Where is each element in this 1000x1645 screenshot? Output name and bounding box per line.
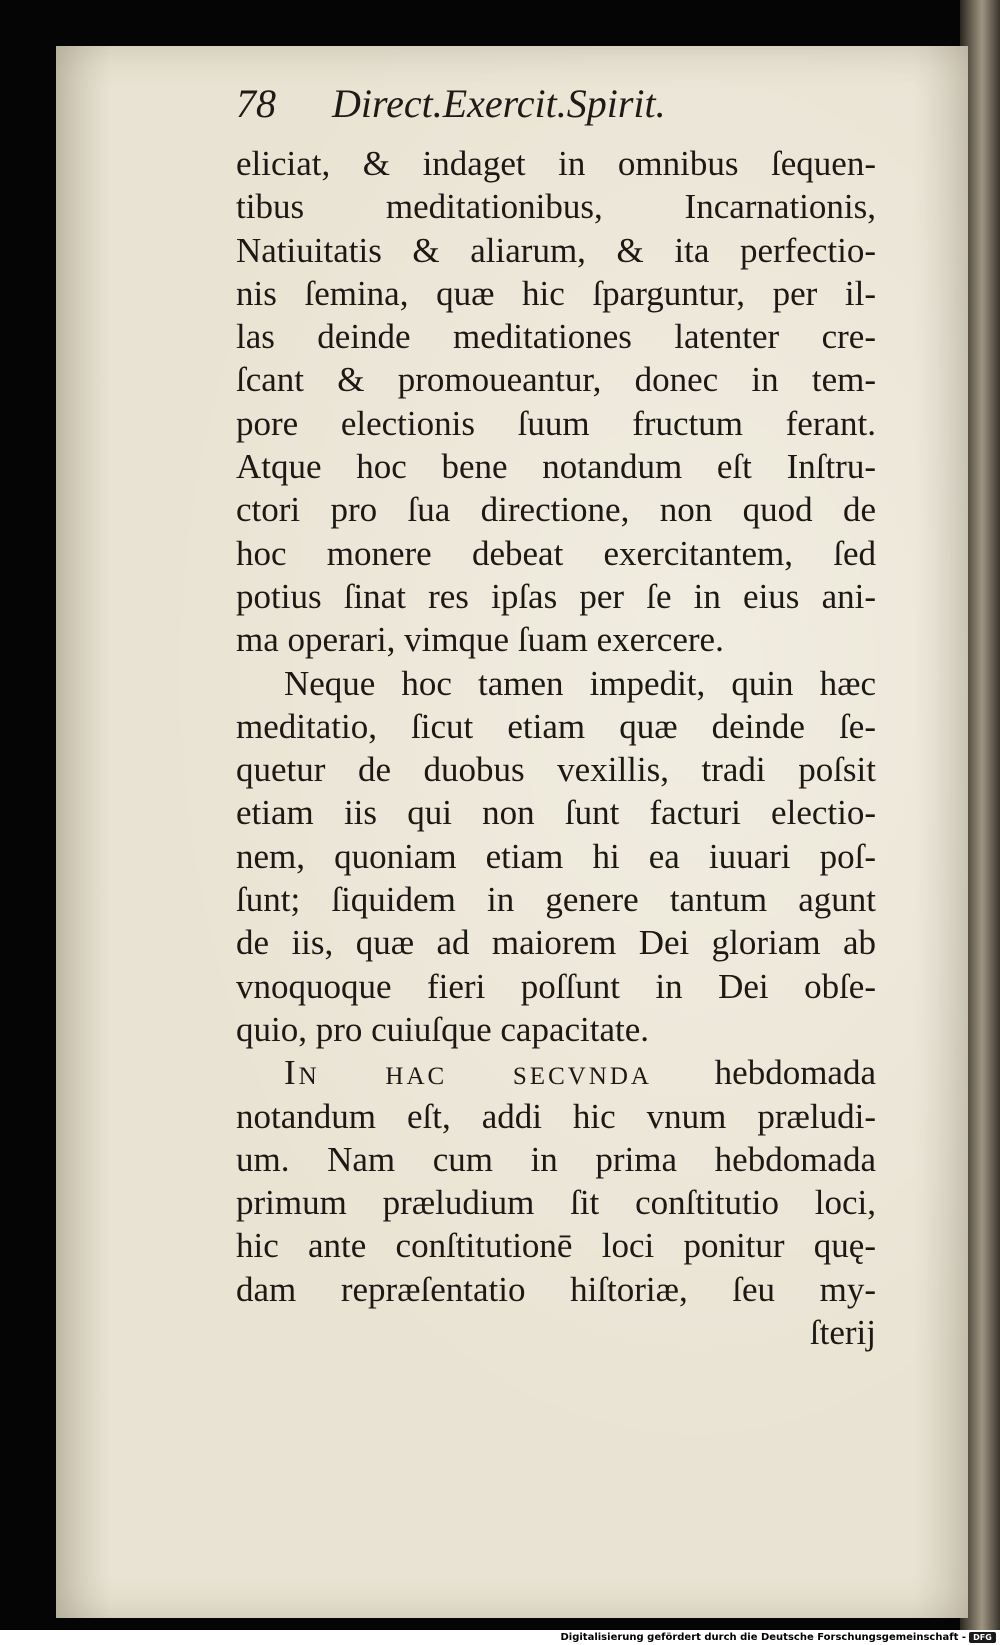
text-line: Atque hoc bene notandum eſt Inſtru-	[236, 447, 876, 487]
text-line: hoc monere debeat exercitantem, ſed	[236, 533, 876, 573]
text-line: nis ſemina, quæ hic ſparguntur, per il-	[236, 273, 876, 313]
dfg-logo: DFG	[969, 1632, 996, 1643]
text-line: eliciat, & indaget in omnibus ſequen-	[236, 144, 876, 183]
text-line: pore electionis ſuum fructum ferant.	[236, 403, 876, 443]
text-line: potius ſinat res ipſas per ſe in eius ani-	[236, 576, 876, 616]
text-fragment: hebdomada	[714, 1053, 876, 1093]
running-title: Direct.Exercit.Spirit.	[332, 81, 666, 126]
text-line: Natiuitatis & aliarum, & ita perfectio-	[236, 230, 876, 270]
text-line: um. Nam cum in prima hebdomada	[236, 1139, 876, 1179]
text-line: dam repræſentatio hiſtoriæ, ſeu my-	[236, 1269, 876, 1309]
text-line: las deinde meditationes latenter cre-	[236, 317, 876, 357]
text-line: vnoquoque fieri poſſunt in Dei obſe-	[236, 966, 876, 1006]
text-line: de iis, quæ ad maiorem Dei gloriam ab	[236, 923, 876, 963]
catchword: ſterij	[809, 1313, 876, 1353]
body-text	[236, 142, 876, 1354]
text-line: quetur de duobus vexillis, tradi poſsit	[236, 750, 876, 790]
text-line: ma operari, vimque ſuam exercere.	[236, 620, 724, 660]
page-number: 78	[236, 81, 276, 126]
text-line: Neque hoc tamen impedit, quin hæc	[284, 663, 876, 703]
running-head	[236, 80, 736, 127]
text-line: ſcant & promoueantur, donec in tem-	[236, 360, 876, 400]
text-line: nem, quoniam etiam hi ea iuuari poſ-	[236, 836, 876, 876]
text-line: notandum eſt, addi hic vnum præludi-	[236, 1096, 876, 1136]
small-caps-lead: In hac secvnda	[284, 1053, 652, 1093]
text-line: hic ante conſtitutionē loci ponitur quę-	[236, 1226, 876, 1266]
text-line: meditatio, ſicut etiam quæ deinde ſe-	[236, 706, 876, 746]
text-line: tibus meditationibus, Incarnationis,	[236, 187, 876, 227]
text-line: quio, pro cuiuſque capacitate.	[236, 1009, 650, 1049]
funding-notice: Digitalisierung gefördert durch die Deutsche Forschungsgemeinschaft -	[560, 1632, 966, 1643]
text-line: ctori pro ſua directione, non quod de	[236, 490, 876, 530]
text-line: ſunt; ſiquidem in genere tantum agunt	[236, 880, 876, 920]
text-line	[236, 1051, 876, 1094]
footer-bar	[0, 1630, 1000, 1645]
text-line: etiam iis qui non ſunt facturi electio-	[236, 793, 876, 833]
text-line: primum præludium ſit conſtitutio loci,	[236, 1183, 876, 1223]
